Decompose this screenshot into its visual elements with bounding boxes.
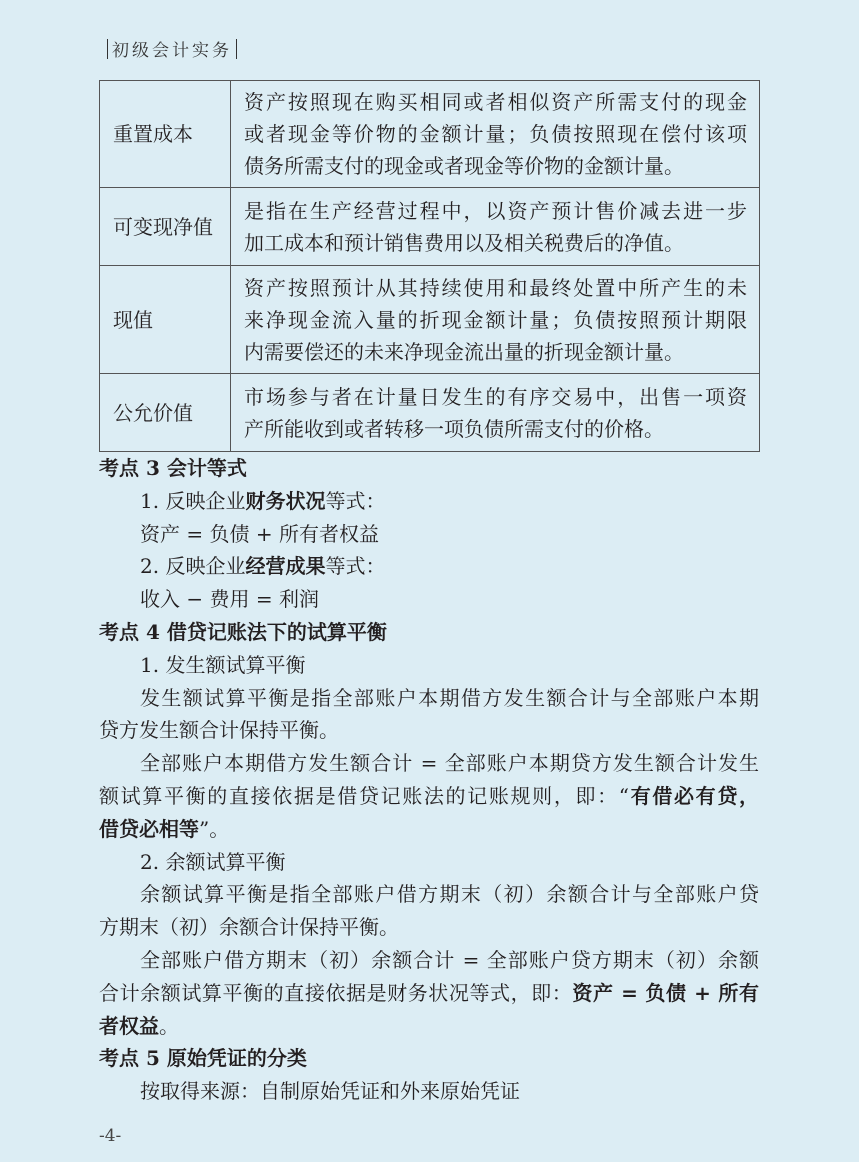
text-run: 考点 3 会计等式 xyxy=(99,456,247,480)
emphasis-text: 财务状况 xyxy=(245,488,326,513)
text-run: 1. 发生额试算平衡 xyxy=(140,652,306,677)
paragraph-line xyxy=(99,682,759,715)
definition-line: 债务所需支付的现金或者现金等价物的金额计量。 xyxy=(244,154,684,178)
paragraph-line xyxy=(99,714,759,747)
text-run: 考点 4 借贷记账法下的试算平衡 xyxy=(99,619,387,644)
definition-line: 资产按照现在购买相同或者相似资产所需支付的现金 xyxy=(244,90,747,114)
section-heading xyxy=(99,1042,759,1075)
text-run: 资产 = 负债 + 所有者权益 xyxy=(140,521,379,546)
paragraph-line xyxy=(99,977,759,1010)
text-run: 合计余额试算平衡的直接依据是财务状况等式，即： xyxy=(99,980,573,1005)
definition-line: 市场参与者在计量日发生的有序交易中，出售一项资 xyxy=(244,384,747,409)
paragraph-line xyxy=(99,1075,759,1108)
paragraph-line xyxy=(99,813,759,846)
text-run: 全部账户本期借方发生额合计 = 全部账户本期贷方发生额合计发生 xyxy=(140,751,759,776)
text-run: 等式： xyxy=(325,554,386,579)
table-row xyxy=(100,374,760,452)
table-row xyxy=(100,81,760,188)
table-row xyxy=(100,266,760,374)
book-title: 初级会计实务 xyxy=(112,41,232,61)
definition-line: 来净现金流入量的折现金额计量；负债按照预计期限 xyxy=(244,307,747,332)
paragraph-line xyxy=(99,780,759,813)
text-run: 收入 − 费用 = 利润 xyxy=(140,587,319,612)
emphasis-text: 经营成果 xyxy=(245,554,326,579)
paragraph-line xyxy=(99,485,759,518)
emphasis-text: 借贷必相等 xyxy=(99,816,199,841)
divider xyxy=(236,39,237,59)
paragraph-line xyxy=(99,911,759,944)
body-text xyxy=(99,452,759,1108)
definition-line: 内需要偿还的未来净现金流出量的折现金额计量。 xyxy=(244,339,684,364)
definition-cell xyxy=(231,188,760,266)
text-run: 发生额试算平衡是指全部账户本期借方发生额合计与全部账户本期 xyxy=(140,685,759,710)
text-run: 。 xyxy=(159,1013,179,1038)
definition-line: 加工成本和预计销售费用以及相关税费后的净值。 xyxy=(244,230,684,255)
term-cell: 现值 xyxy=(100,266,231,374)
section-heading xyxy=(99,452,759,485)
definition-line: 资产按照预计从其持续使用和最终处置中所产生的未 xyxy=(244,275,747,300)
section-heading xyxy=(99,616,759,649)
paragraph-line xyxy=(99,649,759,682)
emphasis-text: 资产 = 负债 + 所有 xyxy=(572,980,759,1005)
paragraph-line xyxy=(99,944,759,977)
emphasis-text: 者权益 xyxy=(99,1013,159,1038)
paragraph-line xyxy=(99,583,759,616)
text-run: ”。 xyxy=(199,816,230,841)
definition-cell xyxy=(231,81,760,188)
text-run: 按取得来源：自制原始凭证和外来原始凭证 xyxy=(140,1079,520,1104)
running-header xyxy=(103,36,241,61)
paragraph-line xyxy=(99,1010,759,1043)
text-run: 1. 反映企业 xyxy=(140,488,246,513)
definition-cell xyxy=(231,266,760,374)
definition-line: 产所能收到或者转移一项负债所需支付的价格。 xyxy=(244,416,664,441)
text-run: 贷方发生额合计保持平衡。 xyxy=(99,718,339,743)
term-cell: 公允价值 xyxy=(100,374,231,452)
text-run: 等式： xyxy=(325,488,386,513)
divider xyxy=(107,39,108,59)
paragraph-line xyxy=(99,846,759,879)
definition-line: 或者现金等价物的金额计量；负债按照现在偿付该项 xyxy=(244,122,747,146)
page-number: -4- xyxy=(99,1126,122,1146)
table-row xyxy=(100,188,760,266)
emphasis-text: 有借必有贷， xyxy=(629,783,760,808)
text-run: 2. 反映企业 xyxy=(140,554,246,579)
definition-cell xyxy=(231,374,760,452)
paragraph-line xyxy=(99,878,759,911)
paragraph-line xyxy=(99,518,759,551)
paragraph-line xyxy=(99,550,759,583)
text-run: 额试算平衡的直接依据是借贷记账法的记账规则，即：“ xyxy=(99,783,630,808)
term-cell: 重置成本 xyxy=(100,81,231,188)
text-run: 全部账户借方期末（初）余额合计 = 全部账户贷方期末（初）余额 xyxy=(140,947,759,972)
text-run: 2. 余额试算平衡 xyxy=(140,849,286,874)
text-run: 考点 5 原始凭证的分类 xyxy=(99,1046,307,1071)
paragraph-line xyxy=(99,747,759,780)
text-run: 余额试算平衡是指全部账户借方期末（初）余额合计与全部账户贷 xyxy=(140,882,759,907)
valuation-table xyxy=(99,80,760,452)
text-run: 方期末（初）余额合计保持平衡。 xyxy=(99,915,399,940)
term-cell: 可变现净值 xyxy=(100,188,231,266)
definition-line: 是指在生产经营过程中，以资产预计售价减去进一步 xyxy=(244,198,747,223)
